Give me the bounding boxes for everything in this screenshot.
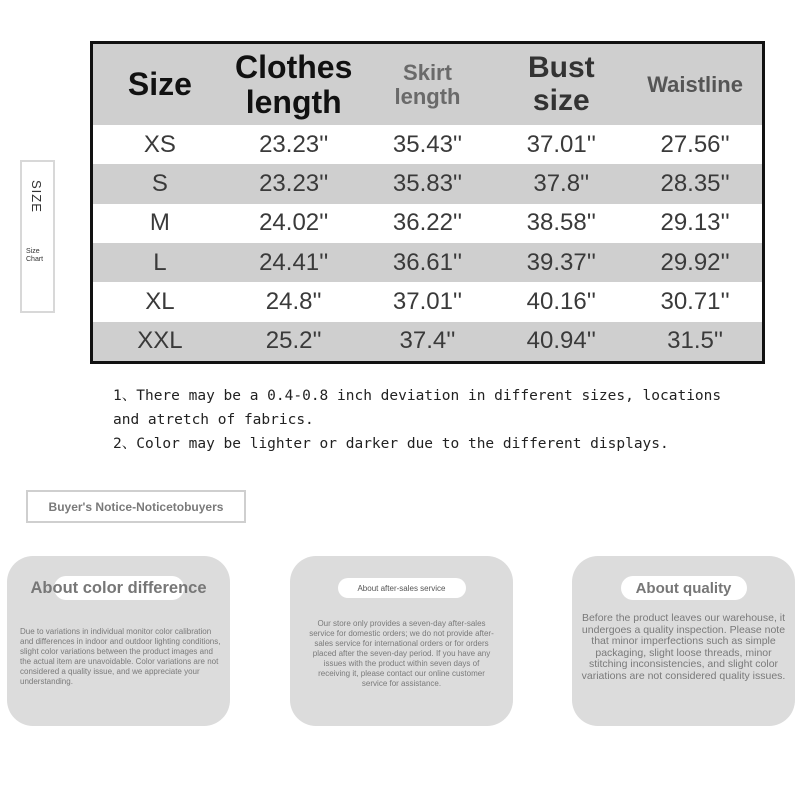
card-after-sales-body: Our store only provides a seven-day after-sales service for domestic orders; we do not provide after-sales service for international orders or for orders placed after the seven-day period. If you have any issues with the product within seven days of receiving it, please contact our online customer service for assistance. [309, 619, 494, 688]
card-after-sales-title: About after-sales service [338, 578, 466, 598]
table-cell: 40.16'' [494, 282, 628, 321]
header-clothes-length [227, 44, 361, 125]
side-tab-small-label [26, 248, 43, 264]
card-color-difference [7, 556, 230, 726]
table-cell: 40.94'' [494, 322, 628, 361]
header-waistline-text: Waistline [647, 71, 743, 97]
header-clothes-length-line1: Clothes [235, 48, 353, 85]
table-cell: 28.35'' [628, 164, 762, 203]
table-cell: 31.5'' [628, 322, 762, 361]
table-cell: 29.92'' [628, 243, 762, 282]
header-skirt-length-line1: Skirt [403, 59, 452, 85]
table-cell: 24.8'' [227, 282, 361, 321]
table-cell: 37.4'' [361, 322, 495, 361]
table-cell: 36.61'' [361, 243, 495, 282]
table-cell: 30.71'' [628, 282, 762, 321]
table-cell: M [93, 204, 227, 243]
header-size [93, 44, 227, 125]
side-tab-small-label-line2: Chart [26, 256, 44, 263]
size-notes [113, 384, 763, 456]
table-row [93, 282, 762, 321]
card-color-difference-title: About color difference [30, 578, 207, 597]
header-bust-size-line1: Bust [527, 51, 595, 85]
side-tab-small-label-line1: Size [26, 248, 40, 255]
table-cell: 23.23'' [227, 164, 361, 203]
table-cell: 36.22'' [361, 204, 495, 243]
card-color-difference-body: Due to variations in individual monitor color calibration and differences in indoor and outdoor lighting conditions, slight color variations between the product images and the actual item are unavoidable. Color variations are not considered a quality issue, and we appreciate your understanding. [20, 627, 221, 686]
table-cell: 38.58'' [494, 204, 628, 243]
note-line-2: 2、Color may be lighter or darker due to the different displays. [113, 436, 669, 452]
size-chart-table [90, 41, 765, 364]
table-cell: 24.41'' [227, 243, 361, 282]
table-cell: 25.2'' [227, 322, 361, 361]
header-clothes-length-line2: length [245, 83, 342, 120]
table-cell: XL [93, 282, 227, 321]
header-size-text: Size [127, 66, 192, 103]
header-skirt-length [361, 44, 495, 125]
table-cell: XXL [93, 322, 227, 361]
table-cell: S [93, 164, 227, 203]
table-row [93, 164, 762, 203]
table-cell: 35.43'' [361, 125, 495, 164]
table-cell: L [93, 243, 227, 282]
table-cell: 37.01'' [361, 282, 495, 321]
size-table-grid [93, 44, 762, 361]
table-cell: 29.13'' [628, 204, 762, 243]
card-after-sales [290, 556, 513, 726]
table-cell: 39.37'' [494, 243, 628, 282]
table-cell: 24.02'' [227, 204, 361, 243]
table-cell: 37.01'' [494, 125, 628, 164]
table-row [93, 322, 762, 361]
buyers-notice-label: Buyer's Notice-Noticetobuyers [26, 490, 246, 523]
header-skirt-length-line2: length [394, 83, 461, 109]
table-cell: 23.23'' [227, 125, 361, 164]
side-tab-vertical-label: SIZE [29, 180, 44, 213]
table-header-row [93, 44, 762, 125]
table-cell: 37.8'' [494, 164, 628, 203]
table-cell: XS [93, 125, 227, 164]
card-quality-body: Before the product leaves our warehouse, it undergoes a quality inspection. Please note that minor imperfections such as simple packaging, slight loose threads, minor stitching inconsistencies, and slight color variations are not considered quality issues. [581, 612, 786, 682]
note-line-1b: and atretch of fabrics. [113, 412, 314, 428]
size-chart-side-tab [20, 160, 55, 313]
note-line-1a: 1、There may be a 0.4-0.8 inch deviation in different sizes, locations [113, 388, 722, 404]
card-quality-title: About quality [621, 576, 747, 600]
card-quality [572, 556, 795, 726]
header-bust-size-line2: size [532, 83, 590, 117]
table-row [93, 204, 762, 243]
header-waistline [628, 44, 762, 125]
table-cell: 27.56'' [628, 125, 762, 164]
table-row [93, 243, 762, 282]
header-bust-size [494, 44, 628, 125]
table-row [93, 125, 762, 164]
table-cell: 35.83'' [361, 164, 495, 203]
